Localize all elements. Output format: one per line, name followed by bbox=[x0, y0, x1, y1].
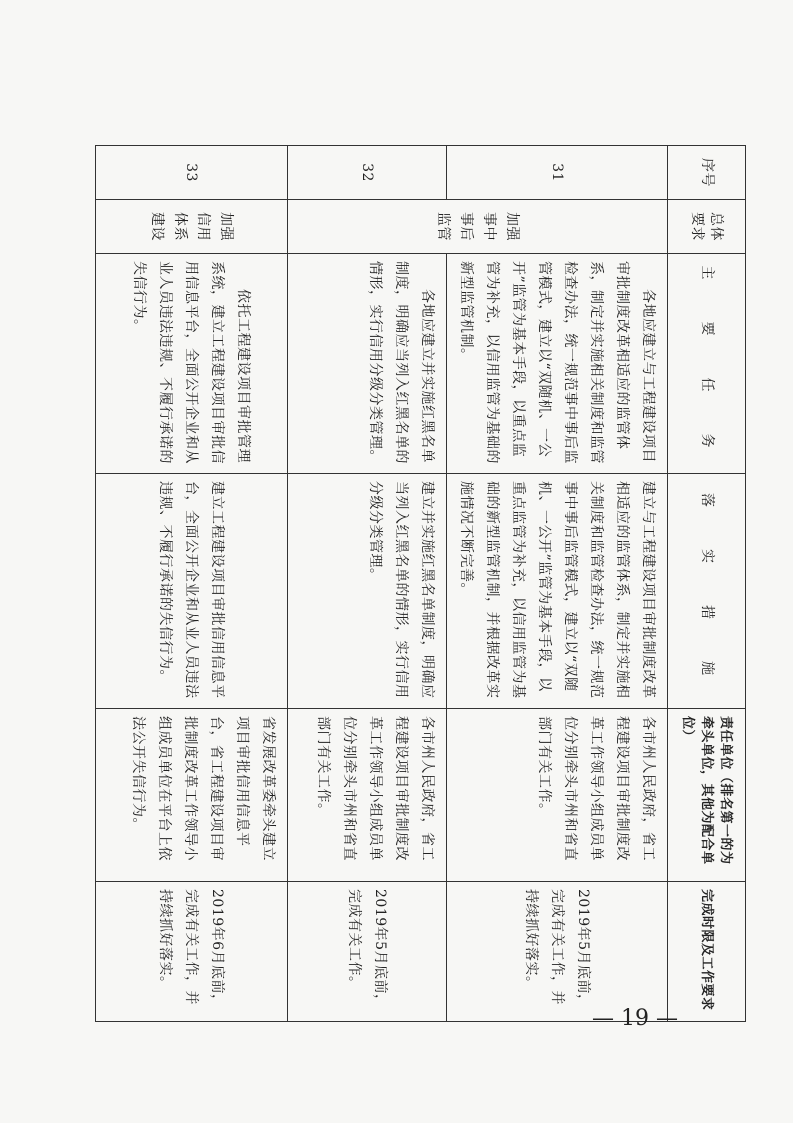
header-index: 序号 bbox=[668, 146, 746, 200]
row-deadline: 2019年5月底前，完成有关工作，并持续抓好落实。 bbox=[447, 882, 668, 1022]
page-number: — 19 — bbox=[592, 1006, 678, 1031]
header-measures: 落 实 措 施 bbox=[668, 474, 746, 709]
row-index: 31 bbox=[447, 146, 668, 200]
row-requirement: 加强事中事后监管 bbox=[288, 200, 668, 254]
row-deadline: 2019年5月底前，完成有关工作。 bbox=[288, 882, 447, 1022]
row-index: 33 bbox=[96, 146, 288, 200]
header-responsible: 责任单位（排名第一的为牵头单位，其他为配合单位） bbox=[668, 709, 746, 882]
table-row bbox=[288, 146, 447, 1022]
row-responsible: 各市州人民政府，省工程建设项目审批制度改革工作领导小组成员单位分别牵头市州和省直部门有关工作。 bbox=[447, 709, 668, 882]
table-row bbox=[447, 146, 668, 1022]
table-row bbox=[96, 146, 288, 1022]
rotated-table-container bbox=[99, 145, 746, 1021]
header-main-task: 主 要 任 务 bbox=[668, 254, 746, 474]
row-requirement: 加强信用体系建设 bbox=[96, 200, 288, 254]
row-responsible: 各市州人民政府，省工程建设项目审批制度改革工作领导小组成员单位分别牵头市州和省直部门有关工作。 bbox=[288, 709, 447, 882]
row-deadline: 2019年6月底前，完成有关工作，并持续抓好落实。 bbox=[96, 882, 288, 1022]
table-header-row bbox=[668, 146, 746, 1022]
header-requirement: 总体要求 bbox=[668, 200, 746, 254]
row-main-task: 依托工程建设项目审批管理系统，建立工程建设项目审批信用信息平台，全面公开企业和从业人员违法违规、不履行承诺的失信行为。 bbox=[96, 254, 288, 474]
row-main-task: 各地应建立并实施红黑名单制度，明确应当列入红黑名单的情形，实行信用分级分类管理。 bbox=[288, 254, 447, 474]
row-measures: 建立工程建设项目审批信用信息平台，全面公开企业和从业人员违法违规、不履行承诺的失信行为。 bbox=[96, 474, 288, 709]
row-main-task: 各地应建立与工程建设项目审批制度改革相适应的监管体系，制定并实施相关制度和监管检查办法，统一规范事中事后监管模式，建立以“双随机、一公开”监管为基本手段，以重点监管为补充，以信用监管为基础的新型监管机制。 bbox=[447, 254, 668, 474]
header-deadline: 完成时限及工作要求 bbox=[668, 882, 746, 1022]
row-index: 32 bbox=[288, 146, 447, 200]
row-responsible: 省发展改革委牵头建立项目审批信用信息平台，省工程建设项目审批制度改革工作领导小组成员单位在平台上依法公开失信行为。 bbox=[96, 709, 288, 882]
row-measures: 建立并实施红黑名单制度，明确应当列入红黑名单的情形，实行信用分级分类管理。 bbox=[288, 474, 447, 709]
row-measures: 建立与工程建设项目审批制度改革相适应的监管体系，制定并实施相关制度和监管检查办法，统一规范事中事后监管模式，建立以“双随机、一公开”监管为基本手段，以重点监管为补充，以信用监管为基础的新型监管机制，并根据改革实施情况不断完善。 bbox=[447, 474, 668, 709]
task-table bbox=[95, 145, 746, 1022]
